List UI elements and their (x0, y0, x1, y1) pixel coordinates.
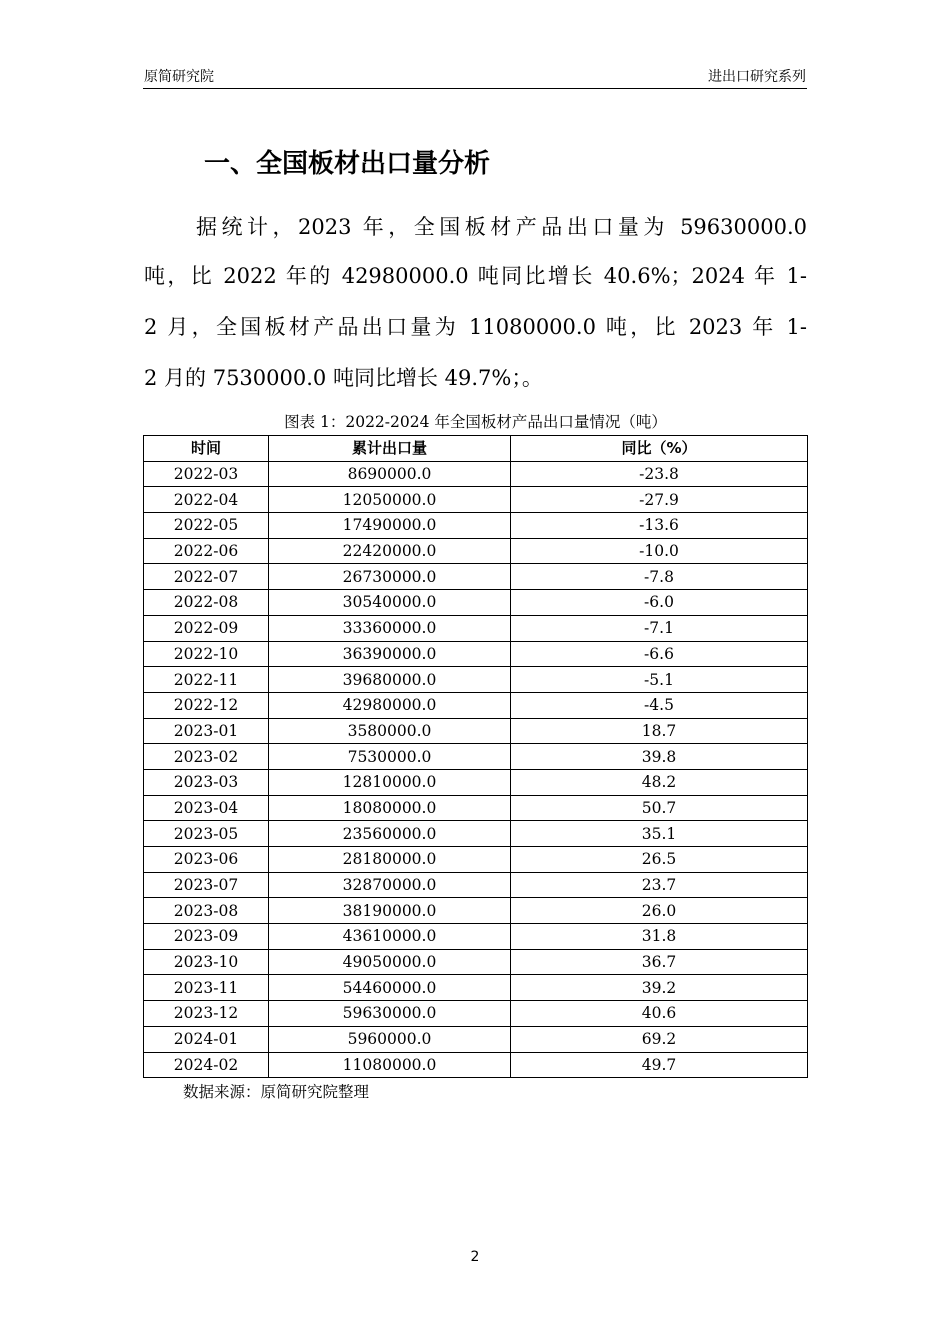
cell-cumulative-export: 42980000.0 (269, 692, 511, 718)
cell-yoy: -5.1 (511, 667, 808, 693)
cell-cumulative-export: 22420000.0 (269, 538, 511, 564)
cell-time: 2022-03 (144, 461, 269, 487)
cell-cumulative-export: 54460000.0 (269, 975, 511, 1001)
table-row (144, 564, 808, 590)
cell-yoy: 40.6 (511, 1001, 808, 1027)
table-row (144, 487, 808, 513)
table-row (144, 590, 808, 616)
table-row (144, 924, 808, 950)
cell-time: 2023-07 (144, 872, 269, 898)
table-body (144, 461, 808, 1078)
table-row (144, 872, 808, 898)
table-row (144, 538, 808, 564)
table-row (144, 847, 808, 873)
cell-time: 2023-03 (144, 769, 269, 795)
cell-yoy: 26.5 (511, 847, 808, 873)
cell-cumulative-export: 18080000.0 (269, 795, 511, 821)
cell-cumulative-export: 5960000.0 (269, 1026, 511, 1052)
cell-time: 2022-05 (144, 513, 269, 539)
cell-yoy: 39.8 (511, 744, 808, 770)
header-divider (143, 88, 807, 89)
cell-time: 2022-08 (144, 590, 269, 616)
cell-cumulative-export: 49050000.0 (269, 949, 511, 975)
cell-time: 2022-10 (144, 641, 269, 667)
cell-yoy: 39.2 (511, 975, 808, 1001)
cell-yoy: 26.0 (511, 898, 808, 924)
cell-time: 2023-10 (144, 949, 269, 975)
cell-cumulative-export: 11080000.0 (269, 1052, 511, 1078)
table-row (144, 513, 808, 539)
cell-cumulative-export: 32870000.0 (269, 872, 511, 898)
paragraph-line-4: 2 月的 7530000.0 吨同比增长 49.7%；。 (144, 366, 543, 390)
cell-yoy: 50.7 (511, 795, 808, 821)
cell-time: 2023-09 (144, 924, 269, 950)
cell-yoy: 36.7 (511, 949, 808, 975)
cell-cumulative-export: 12050000.0 (269, 487, 511, 513)
cell-yoy: -7.1 (511, 615, 808, 641)
table-row (144, 975, 808, 1001)
cell-yoy: -27.9 (511, 487, 808, 513)
cell-time: 2023-05 (144, 821, 269, 847)
table-row (144, 718, 808, 744)
cell-time: 2022-04 (144, 487, 269, 513)
cell-cumulative-export: 3580000.0 (269, 718, 511, 744)
cell-yoy: -23.8 (511, 461, 808, 487)
table-caption: 图表 1：2022-2024 年全国板材产品出口量情况（吨） (284, 413, 667, 431)
cell-cumulative-export: 38190000.0 (269, 898, 511, 924)
section-title: 一、全国板材出口量分析 (204, 149, 491, 179)
cell-cumulative-export: 7530000.0 (269, 744, 511, 770)
cell-time: 2022-07 (144, 564, 269, 590)
cell-yoy: 31.8 (511, 924, 808, 950)
cell-time: 2023-01 (144, 718, 269, 744)
table-row (144, 795, 808, 821)
cell-yoy: -6.6 (511, 641, 808, 667)
data-source-note: 数据来源：原简研究院整理 (183, 1083, 370, 1101)
cell-yoy: -13.6 (511, 513, 808, 539)
cell-yoy: -7.8 (511, 564, 808, 590)
export-volume-table (143, 435, 808, 1078)
table-row (144, 461, 808, 487)
table-row (144, 769, 808, 795)
cell-cumulative-export: 30540000.0 (269, 590, 511, 616)
table-row (144, 1052, 808, 1078)
cell-yoy: 35.1 (511, 821, 808, 847)
cell-yoy: -10.0 (511, 538, 808, 564)
cell-cumulative-export: 36390000.0 (269, 641, 511, 667)
table-row (144, 667, 808, 693)
cell-yoy: 23.7 (511, 872, 808, 898)
cell-cumulative-export: 39680000.0 (269, 667, 511, 693)
cell-time: 2023-02 (144, 744, 269, 770)
paragraph-line-2: 吨，比 2022 年的 42980000.0 吨同比增长 40.6%；2024 年 1- (144, 264, 807, 288)
cell-yoy: 69.2 (511, 1026, 808, 1052)
cell-cumulative-export: 28180000.0 (269, 847, 511, 873)
cell-time: 2023-06 (144, 847, 269, 873)
cell-time: 2023-04 (144, 795, 269, 821)
cell-time: 2022-11 (144, 667, 269, 693)
cell-yoy: 49.7 (511, 1052, 808, 1078)
page-number: 2 (470, 1249, 480, 1265)
header-cell-time: 时间 (144, 436, 269, 462)
cell-time: 2024-02 (144, 1052, 269, 1078)
cell-yoy: -4.5 (511, 692, 808, 718)
header-cell-cumulative-export: 累计出口量 (269, 436, 511, 462)
cell-cumulative-export: 43610000.0 (269, 924, 511, 950)
cell-cumulative-export: 59630000.0 (269, 1001, 511, 1027)
header-cell-yoy: 同比（%） (511, 436, 808, 462)
paragraph-line-1: 据统计，2023 年，全国板材产品出口量为 59630000.0 (196, 215, 807, 239)
cell-time: 2024-01 (144, 1026, 269, 1052)
cell-cumulative-export: 33360000.0 (269, 615, 511, 641)
cell-cumulative-export: 17490000.0 (269, 513, 511, 539)
header-org-name: 原简研究院 (144, 69, 214, 85)
header-series-name: 进出口研究系列 (708, 69, 806, 85)
table-row (144, 615, 808, 641)
cell-time: 2023-12 (144, 1001, 269, 1027)
paragraph-line-3: 2 月，全国板材产品出口量为 11080000.0 吨，比 2023 年 1- (144, 315, 807, 339)
table-row (144, 692, 808, 718)
cell-yoy: 18.7 (511, 718, 808, 744)
cell-time: 2022-06 (144, 538, 269, 564)
cell-cumulative-export: 8690000.0 (269, 461, 511, 487)
cell-time: 2022-09 (144, 615, 269, 641)
cell-time: 2022-12 (144, 692, 269, 718)
table-row (144, 1001, 808, 1027)
cell-time: 2023-11 (144, 975, 269, 1001)
table-row (144, 821, 808, 847)
table-header-row (144, 436, 808, 462)
table-row (144, 744, 808, 770)
table-row (144, 949, 808, 975)
cell-yoy: -6.0 (511, 590, 808, 616)
table-row (144, 1026, 808, 1052)
table-row (144, 641, 808, 667)
cell-cumulative-export: 12810000.0 (269, 769, 511, 795)
cell-time: 2023-08 (144, 898, 269, 924)
cell-cumulative-export: 23560000.0 (269, 821, 511, 847)
table-row (144, 898, 808, 924)
cell-yoy: 48.2 (511, 769, 808, 795)
cell-cumulative-export: 26730000.0 (269, 564, 511, 590)
